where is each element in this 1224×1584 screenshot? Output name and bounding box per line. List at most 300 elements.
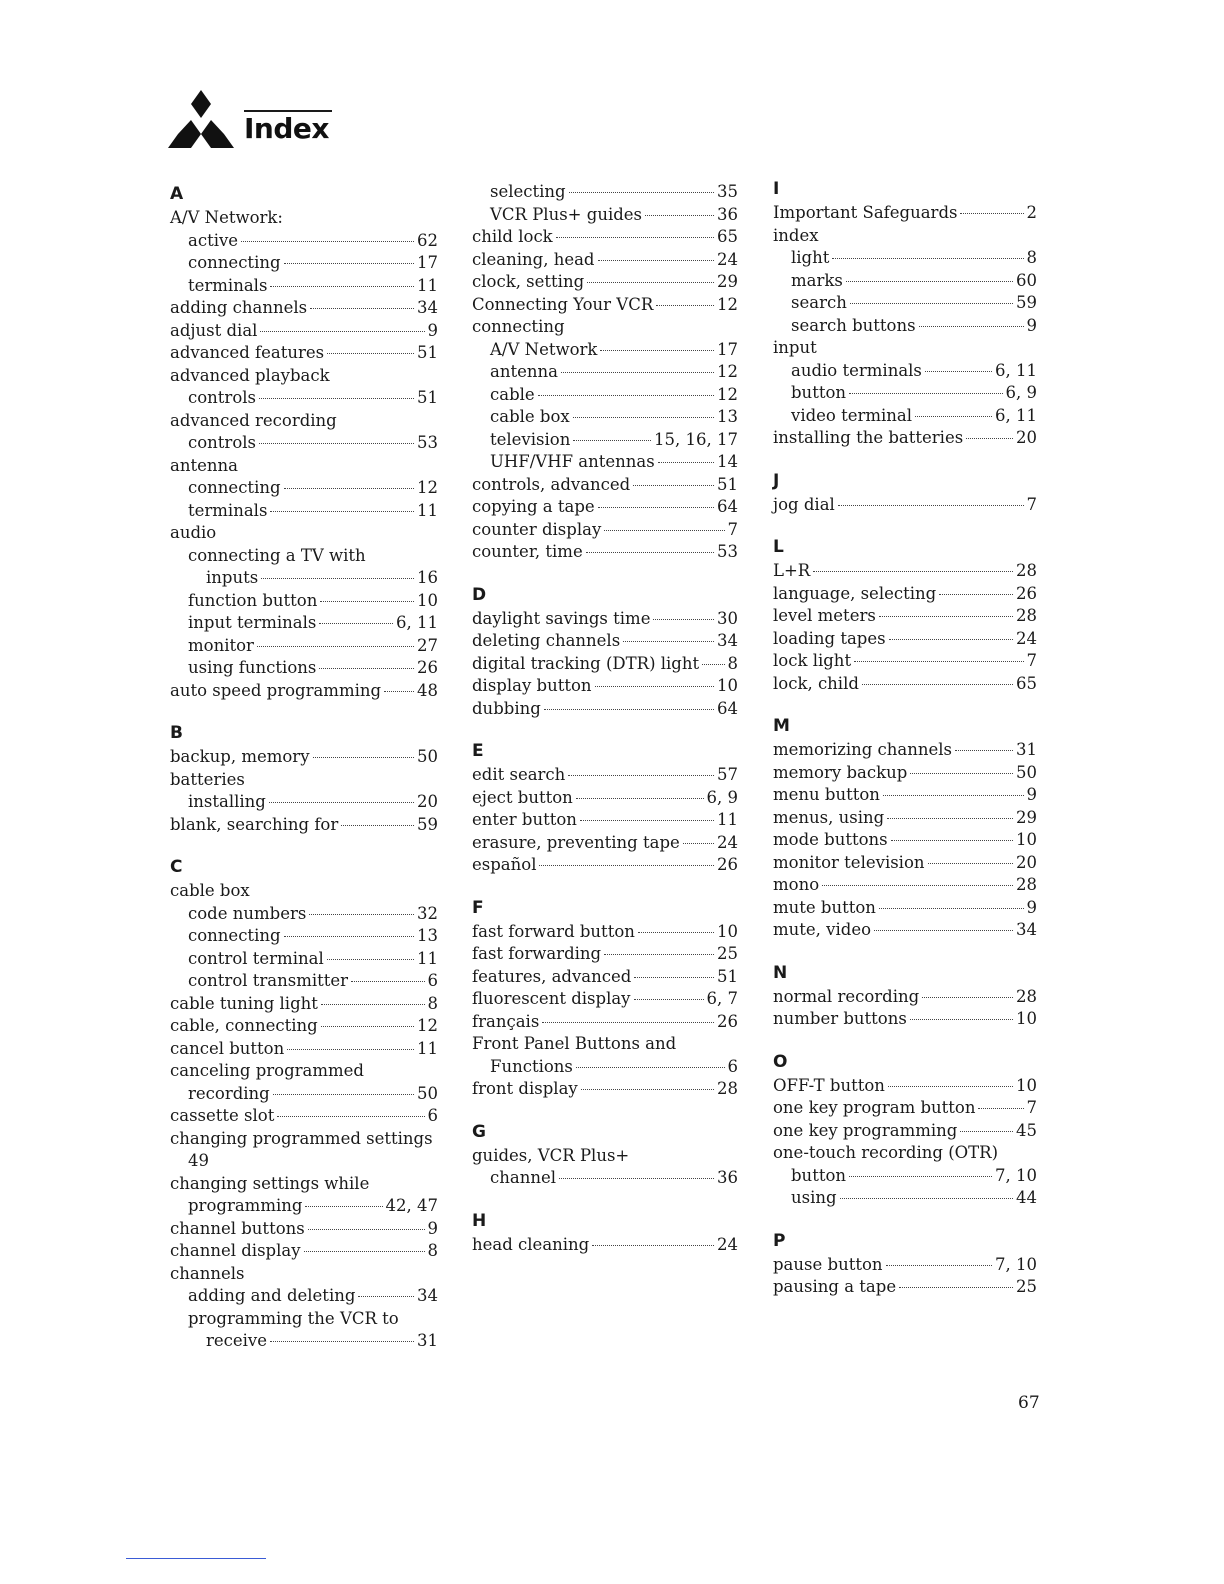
dot-leader: [270, 286, 414, 287]
entry-page-ref: 7: [1026, 651, 1037, 670]
dot-leader: [592, 1245, 714, 1246]
dot-leader: [849, 1176, 992, 1177]
index-section: [170, 720, 438, 836]
dot-leader: [304, 1251, 425, 1252]
index-heading: advanced playback: [170, 365, 330, 385]
entry-page-ref: 65: [717, 227, 738, 246]
index-entry: [170, 680, 438, 703]
entry-page-ref: 36: [717, 1168, 738, 1187]
index-entry: [170, 432, 438, 455]
index-entry: [773, 1097, 1037, 1120]
entry-term: erasure, preventing tape: [472, 832, 680, 852]
index-section: [472, 582, 738, 721]
dot-leader: [899, 1287, 1013, 1288]
index-entry: [472, 608, 738, 631]
dot-leader: [850, 303, 1013, 304]
entry-term: antenna: [490, 362, 558, 381]
index-entry: [170, 590, 438, 613]
index-entry: [472, 226, 738, 249]
entry-page-ref: 6, 9: [706, 787, 738, 807]
index-heading: changing settings while: [170, 1173, 370, 1193]
entry-term: features, advanced: [472, 966, 632, 986]
entry-term: language, selecting: [773, 583, 937, 603]
three-diamond-logo-icon: [168, 90, 234, 148]
dot-leader: [600, 350, 714, 351]
entry-term: adjust dial: [170, 320, 258, 340]
entry-page-ref: 42, 47: [385, 1196, 438, 1215]
entry-term: español: [472, 855, 537, 874]
entry-page-ref: 8: [427, 1241, 438, 1260]
entry-page-ref: 35: [717, 182, 738, 201]
entry-term: search buttons: [791, 315, 916, 335]
index-entry: [773, 1165, 1037, 1188]
dot-leader: [604, 530, 724, 531]
entry-term: mode buttons: [773, 830, 888, 849]
index-entry: [472, 698, 738, 721]
entry-term: menus, using: [773, 807, 885, 827]
entry-page-ref: 7: [1026, 494, 1037, 514]
index-entry: [773, 807, 1037, 830]
dot-leader: [542, 1022, 714, 1023]
index-entry: [472, 384, 738, 407]
dot-leader: [656, 305, 714, 306]
entry-page-ref: 10: [717, 921, 738, 941]
entry-term: cable: [490, 384, 535, 404]
entry-page-ref: 12: [717, 384, 738, 404]
entry-term: VCR Plus+ guides: [490, 204, 643, 224]
dot-leader: [849, 393, 1002, 394]
entry-page-ref: 11: [417, 500, 438, 520]
index-heading: connecting a TV with: [188, 545, 366, 565]
index-entry: [472, 451, 738, 474]
entry-page-ref: 51: [717, 474, 738, 494]
index-entry: [773, 1276, 1037, 1299]
dot-leader: [321, 1004, 425, 1005]
entry-term: front display: [472, 1079, 578, 1098]
entry-term: code numbers: [188, 903, 307, 923]
index-entry: [773, 1187, 1037, 1210]
entry-term: connecting: [188, 253, 281, 272]
index-entry: [170, 657, 438, 680]
index-entry: [472, 1234, 738, 1257]
dot-leader: [241, 241, 414, 242]
entry-term: programming: [188, 1196, 303, 1215]
dot-leader: [580, 820, 714, 821]
index-entry: [472, 1078, 738, 1101]
entry-page-ref: 51: [417, 388, 438, 407]
entry-page-ref: 6: [427, 1106, 438, 1125]
index-entry: [472, 204, 738, 227]
dot-leader: [879, 908, 1024, 909]
index-entry: [773, 650, 1037, 673]
entry-term: memorizing channels: [773, 740, 953, 759]
dot-leader: [576, 798, 704, 799]
entry-page-ref: 31: [1016, 740, 1037, 759]
dot-leader: [874, 930, 1013, 931]
section-letter: F: [472, 897, 484, 918]
entry-term: terminals: [188, 500, 268, 520]
entry-term: lock, child: [773, 673, 859, 693]
index-entry: [472, 339, 738, 362]
dot-leader: [838, 505, 1024, 506]
dot-leader: [273, 1094, 414, 1095]
entry-page-ref: 7, 10: [995, 1254, 1037, 1274]
index-entry: [472, 988, 738, 1011]
entry-page-ref: 53: [417, 433, 438, 452]
index-entry: [472, 541, 738, 564]
entry-page-ref: 13: [417, 926, 438, 945]
entry-page-ref: 25: [1016, 1277, 1037, 1296]
dot-leader: [879, 616, 1013, 617]
entry-page-ref: 53: [717, 542, 738, 561]
dot-leader: [832, 258, 1023, 259]
index-entry: [472, 809, 738, 832]
dot-leader: [645, 215, 714, 216]
index-entry: [472, 1167, 738, 1190]
entry-term: video terminal: [791, 405, 913, 425]
dot-leader: [327, 353, 414, 354]
entry-term: cable tuning light: [170, 993, 318, 1013]
entry-term: controls, advanced: [472, 474, 631, 494]
entry-page-ref: 28: [1016, 606, 1037, 625]
entry-page-ref: 24: [1016, 628, 1037, 648]
dot-leader: [561, 372, 714, 373]
index-entry: [472, 1056, 738, 1079]
entry-page-ref: 34: [417, 1286, 438, 1305]
dot-leader: [966, 438, 1013, 439]
entry-page-ref: 24: [717, 832, 738, 852]
entry-term: channel display: [170, 1241, 301, 1260]
index-entry: [472, 787, 738, 810]
index-entry: [773, 784, 1037, 807]
index-entry: [472, 854, 738, 877]
index-entry: [773, 382, 1037, 405]
entry-page-ref: 20: [417, 792, 438, 811]
section-letter: O: [773, 1051, 788, 1072]
entry-page-ref: 6: [427, 971, 438, 990]
dot-leader: [595, 686, 714, 687]
index-entry: [773, 986, 1037, 1009]
dot-leader: [305, 1206, 382, 1207]
entry-page-ref: 26: [717, 855, 738, 874]
page-title: Index: [244, 112, 329, 145]
entry-term: selecting: [490, 182, 566, 201]
index-entry: [773, 247, 1037, 270]
dot-leader: [910, 1019, 1013, 1020]
entry-page-ref: 11: [717, 810, 738, 829]
dot-leader: [269, 802, 414, 803]
entry-term: connecting: [188, 478, 281, 497]
index-heading: A/V Network:: [170, 208, 283, 227]
section-letter: N: [773, 962, 788, 983]
dot-leader: [319, 623, 393, 624]
index-entry: [472, 943, 738, 966]
index-entry: [170, 1195, 438, 1218]
index-heading: connecting: [472, 317, 565, 336]
index-section: [472, 1208, 738, 1257]
entry-page-ref: 50: [417, 1083, 438, 1103]
entry-page-ref: 9: [427, 1218, 438, 1238]
index-entry: [170, 567, 438, 590]
dot-leader: [886, 1265, 993, 1266]
entry-page-ref: 24: [717, 249, 738, 269]
index-entry: [773, 583, 1037, 606]
index-entry: [170, 230, 438, 253]
entry-page-ref: 9: [1026, 897, 1037, 917]
entry-term: cleaning, head: [472, 249, 595, 269]
entry-page-ref: 27: [417, 635, 438, 655]
index-entry: [472, 429, 738, 452]
entry-page-ref: 28: [1016, 561, 1037, 580]
index-entry: [773, 852, 1037, 875]
index-heading: canceling programmed: [170, 1061, 364, 1080]
index-entry: [773, 1254, 1037, 1277]
index-entry: [170, 342, 438, 365]
index-entry: [773, 673, 1037, 696]
dot-leader: [928, 863, 1013, 864]
dot-leader: [840, 1198, 1013, 1199]
entry-page-ref: 20: [1016, 852, 1037, 872]
section-letter: B: [170, 723, 183, 743]
index-entry: [773, 628, 1037, 651]
entry-page-ref: 34: [417, 298, 438, 317]
index-entry: [170, 500, 438, 523]
entry-page-ref: 8: [1026, 248, 1037, 267]
entry-page-ref: 31: [417, 1331, 438, 1350]
index-entry: [773, 315, 1037, 338]
dot-leader: [634, 977, 714, 978]
entry-page-ref: 6, 11: [995, 360, 1037, 380]
entry-page-ref: 64: [717, 497, 738, 516]
dot-leader: [320, 601, 414, 602]
dot-leader: [538, 395, 714, 396]
entry-term: UHF/VHF antennas: [490, 452, 655, 471]
entry-page-ref: 6: [727, 1056, 738, 1076]
index-entry: [472, 271, 738, 294]
dot-leader: [939, 594, 1013, 595]
dot-leader: [955, 750, 1013, 751]
index-section: [472, 738, 738, 877]
entry-term: edit search: [472, 765, 566, 784]
entry-term: blank, searching for: [170, 814, 339, 834]
entry-page-ref: 7, 10: [995, 1165, 1037, 1185]
entry-page-ref: 51: [417, 343, 438, 362]
index-entry: [773, 829, 1037, 852]
entry-term: display button: [472, 676, 592, 695]
entry-page-ref: 6, 11: [995, 405, 1037, 425]
entry-page-ref: 8: [727, 653, 738, 673]
index-section: [773, 1228, 1037, 1299]
index-entry: [170, 635, 438, 658]
index-entry: [170, 1330, 438, 1353]
dot-leader: [358, 1296, 414, 1297]
dot-leader: [888, 1086, 1013, 1087]
entry-term: function button: [188, 590, 318, 610]
entry-term: controls: [188, 433, 256, 452]
entry-term: mute button: [773, 897, 876, 917]
index-entry: [170, 320, 438, 343]
dot-leader: [658, 462, 714, 463]
dot-leader: [702, 664, 724, 665]
entry-term: using functions: [188, 658, 317, 677]
entry-term: control terminal: [188, 948, 324, 968]
entry-term: head cleaning: [472, 1234, 590, 1254]
entry-page-ref: 34: [1016, 920, 1037, 939]
index-entry: [170, 903, 438, 926]
entry-page-ref: 6, 7: [706, 989, 738, 1008]
dot-leader: [915, 416, 992, 417]
entry-term: pause button: [773, 1254, 883, 1274]
entry-page-ref: 11: [417, 275, 438, 295]
index-heading: antenna: [170, 455, 238, 475]
index-entry: [472, 519, 738, 542]
dot-leader: [321, 1026, 414, 1027]
entry-term: digital tracking (DTR) light: [472, 653, 700, 673]
entry-page-ref: 9: [427, 320, 438, 340]
entry-term: one key programming: [773, 1120, 958, 1140]
entry-term: adding channels: [170, 298, 308, 317]
dot-leader: [822, 885, 1013, 886]
index-entry: [773, 739, 1037, 762]
entry-page-ref: 26: [1016, 583, 1037, 603]
footer-rule: [126, 1558, 266, 1559]
entry-page-ref: 10: [417, 590, 438, 610]
index-entry: [773, 360, 1037, 383]
index-column-3: [773, 176, 1037, 1317]
dot-leader: [887, 818, 1013, 819]
dot-leader: [604, 954, 714, 955]
index-entry: [773, 270, 1037, 293]
index-heading: 49: [188, 1151, 209, 1170]
entry-page-ref: 25: [717, 944, 738, 963]
index-heading: changing programmed settings: [170, 1128, 433, 1148]
entry-page-ref: 12: [717, 294, 738, 314]
index-entry: [170, 993, 438, 1016]
section-letter: E: [472, 741, 484, 761]
dot-leader: [384, 691, 414, 692]
entry-term: one key program button: [773, 1098, 976, 1117]
dot-leader: [568, 775, 714, 776]
entry-term: button: [791, 1165, 847, 1185]
dot-leader: [683, 843, 714, 844]
dot-leader: [260, 331, 424, 332]
dot-leader: [559, 1178, 714, 1179]
entry-page-ref: 14: [717, 452, 738, 471]
entry-term: Functions: [490, 1056, 573, 1076]
index-section: [472, 895, 738, 1101]
index-entry: [170, 791, 438, 814]
index-section: [472, 181, 738, 564]
entry-term: advanced features: [170, 343, 325, 362]
index-entry: [170, 387, 438, 410]
entry-term: connecting: [188, 926, 281, 945]
index-entry: [773, 1008, 1037, 1031]
index-entry: [472, 675, 738, 698]
entry-term: level meters: [773, 606, 876, 625]
index-entry: [773, 292, 1037, 315]
entry-page-ref: 48: [417, 680, 438, 700]
entry-page-ref: 28: [717, 1079, 738, 1098]
entry-page-ref: 10: [717, 676, 738, 695]
index-entry: [773, 494, 1037, 517]
index-heading: index: [773, 225, 819, 245]
entry-term: menu button: [773, 785, 880, 804]
entry-page-ref: 51: [717, 966, 738, 986]
page-header: [168, 90, 338, 150]
entry-page-ref: 59: [1016, 293, 1037, 312]
entry-page-ref: 26: [717, 1011, 738, 1031]
index-section: [773, 468, 1037, 517]
index-heading: advanced recording: [170, 410, 337, 430]
dot-leader: [284, 488, 414, 489]
entry-term: fast forwarding: [472, 944, 602, 963]
index-entry: [472, 496, 738, 519]
index-entry: [773, 202, 1037, 225]
dot-leader: [623, 641, 714, 642]
dot-leader: [598, 260, 715, 261]
entry-term: input terminals: [188, 613, 317, 632]
entry-page-ref: 7: [727, 519, 738, 539]
dot-leader: [573, 440, 651, 441]
index-entry: [472, 181, 738, 204]
entry-term: adding and deleting: [188, 1286, 356, 1305]
entry-term: copying a tape: [472, 497, 595, 516]
index-entry: [170, 814, 438, 837]
entry-page-ref: 28: [1016, 875, 1037, 894]
entry-term: fast forward button: [472, 921, 635, 941]
dot-leader: [277, 1116, 424, 1117]
entry-page-ref: 50: [1016, 762, 1037, 782]
entry-page-ref: 59: [417, 814, 438, 834]
entry-page-ref: 30: [717, 608, 738, 628]
dot-leader: [653, 619, 714, 620]
page-number: 67: [1018, 1393, 1040, 1413]
dot-leader: [287, 1049, 414, 1050]
dot-leader: [257, 646, 414, 647]
entry-term: cancel button: [170, 1038, 285, 1058]
index-section: [170, 181, 438, 702]
index-entry: [170, 746, 438, 769]
entry-page-ref: 24: [717, 1234, 738, 1254]
entry-term: light: [791, 248, 830, 267]
entry-page-ref: 6, 11: [396, 613, 438, 632]
entry-term: fluorescent display: [472, 989, 631, 1008]
dot-leader: [586, 552, 714, 553]
index-entry: [472, 630, 738, 653]
section-letter: G: [472, 1121, 486, 1142]
index-entry: [773, 605, 1037, 628]
section-letter: A: [170, 184, 184, 204]
entry-term: search: [791, 293, 847, 312]
dot-leader: [960, 1131, 1013, 1132]
section-letter: J: [773, 470, 780, 491]
entry-term: number buttons: [773, 1009, 907, 1028]
entry-term: counter, time: [472, 542, 583, 561]
index-entry: [170, 1083, 438, 1106]
index-entry: [170, 1218, 438, 1241]
dot-leader: [544, 709, 714, 710]
index-entry: [170, 297, 438, 320]
entry-term: deleting channels: [472, 631, 621, 650]
entry-page-ref: 32: [417, 903, 438, 923]
entry-term: normal recording: [773, 986, 920, 1006]
index-entry: [472, 1011, 738, 1034]
entry-page-ref: 17: [717, 339, 738, 359]
entry-page-ref: 50: [417, 747, 438, 766]
index-entry: [773, 919, 1037, 942]
index-heading: guides, VCR Plus+: [472, 1145, 630, 1165]
dot-leader: [308, 1229, 425, 1230]
